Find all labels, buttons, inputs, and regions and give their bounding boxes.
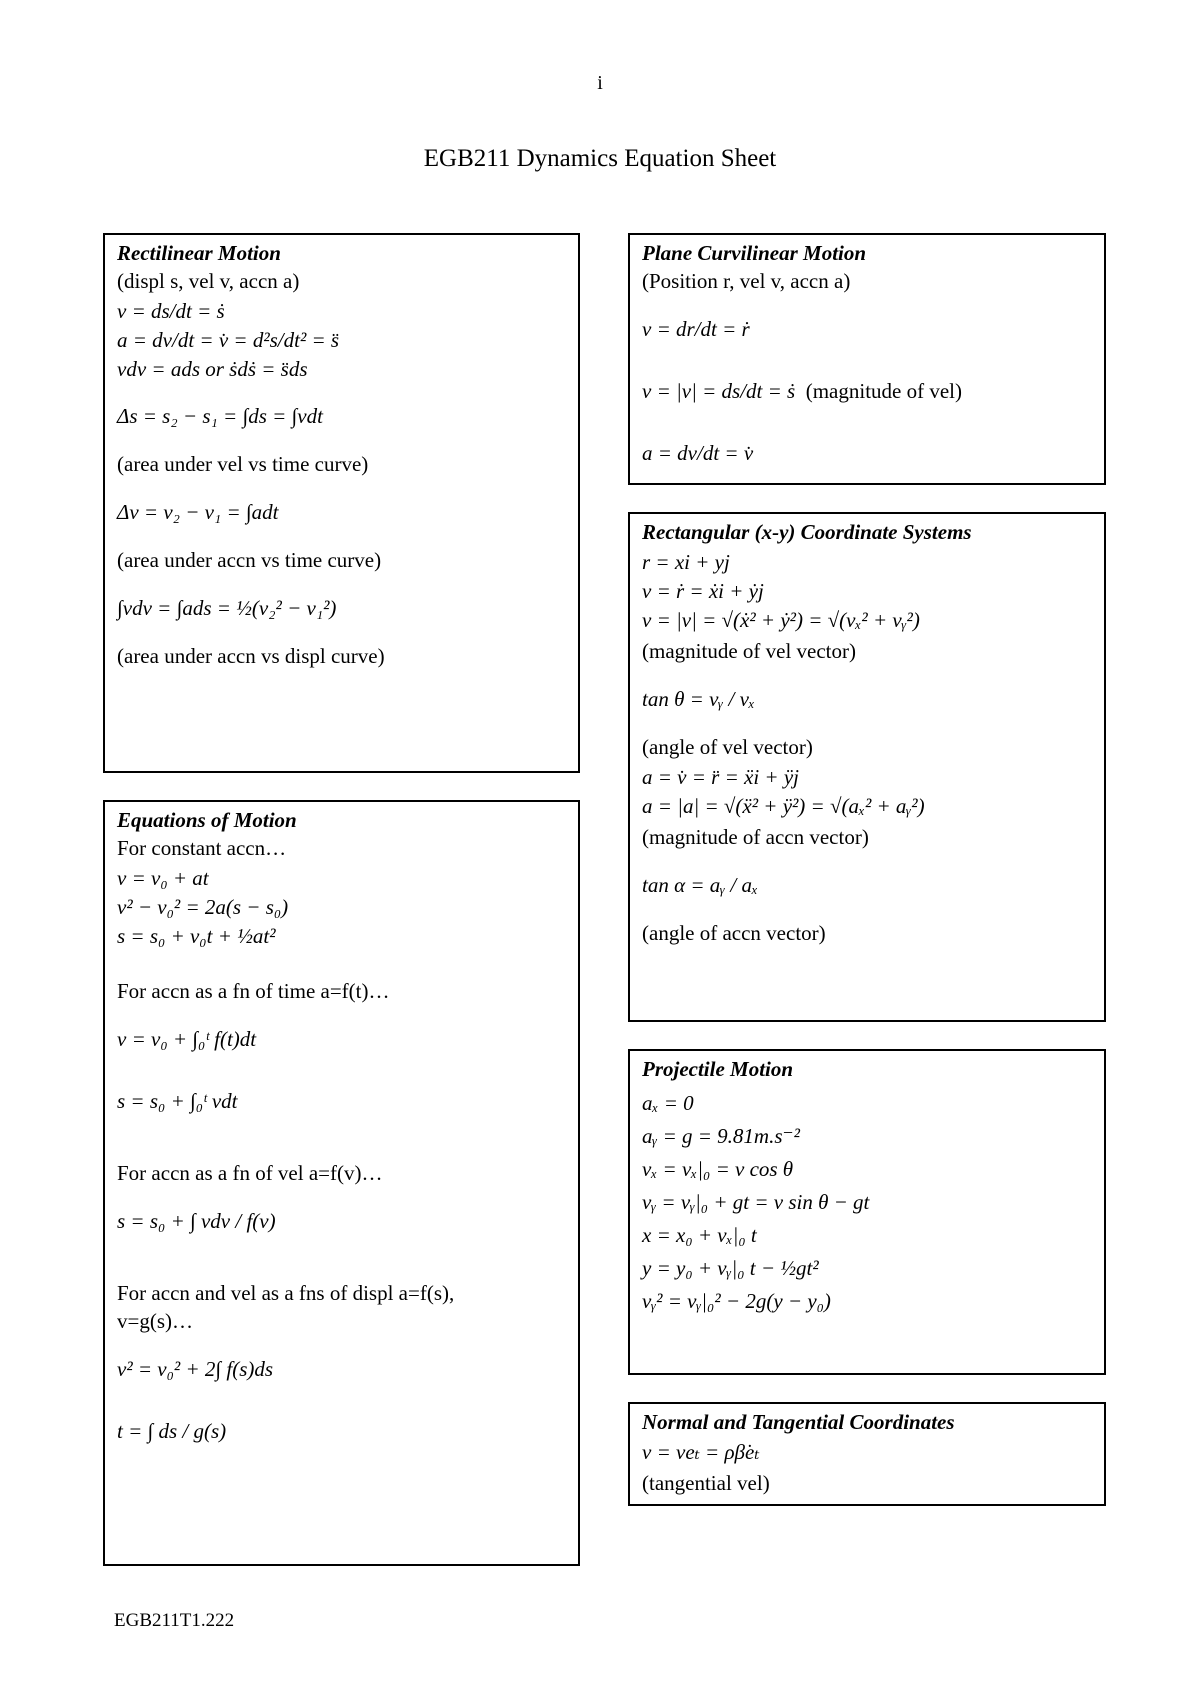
projectile-eq-vy-squared: vᵧ² = vᵧ|₀² − 2g(y − y₀): [642, 1289, 831, 1313]
rectangular-note-vel-angle: (angle of vel vector): [642, 735, 813, 759]
rectangular-eq-vel-angle: tan θ = vᵧ / vₓ: [642, 687, 755, 711]
rectangular-eq-speed: v = |v| = √(ẋ² + ẏ²) = √(vₓ² + vᵧ²): [642, 608, 920, 632]
eom-disp-intro-line1: For accn and vel as a fns of displ a=f(s),: [117, 1281, 455, 1305]
rectilinear-eq-delta-v: Δv = v₂ − v₁ = ∫adt: [117, 500, 279, 524]
rectilinear-eq-vdv: vdv = ads or ṡdṡ = s̈ds: [117, 357, 308, 381]
rectilinear-note-accn-time: (area under accn vs time curve): [117, 548, 382, 572]
curvilinear-eq-acceleration: a = dv/dt = v̇: [642, 441, 754, 465]
curvilinear-eq-speed-expr: v = |v| = ds/dt = ṡ: [642, 379, 796, 403]
eom-vel-intro: For accn as a fn of vel a=f(v)…: [117, 1161, 383, 1185]
equations-of-motion-box: [103, 800, 580, 1566]
eom-constant-intro: For constant accn…: [117, 836, 287, 860]
eom-eq-velocity-squared: v² − v₀² = 2a(s − s₀): [117, 895, 289, 919]
rectangular-heading: Rectangular (x-y) Coordinate Systems: [642, 520, 972, 544]
rectangular-note-accn-magnitude: (magnitude of accn vector): [642, 825, 869, 849]
rectilinear-eq-displacement: Δs = s₂ − s₁ = ∫ds = ∫vdt: [117, 404, 323, 428]
curvilinear-subtitle: (Position r, vel v, accn a): [642, 269, 851, 293]
eom-eq-disp-velocity: v² = v₀² + 2∫ f(s)ds: [117, 1357, 274, 1381]
rectangular-note-accn-angle: (angle of accn vector): [642, 921, 826, 945]
rectilinear-eq-acceleration: a = dv/dt = v̇ = d²s/dt² = s̈: [117, 328, 340, 352]
rectangular-eq-accn-angle: tan α = aᵧ / aₓ: [642, 873, 758, 897]
page-title: EGB211 Dynamics Equation Sheet: [423, 145, 777, 172]
footer-code: EGB211T1.222: [114, 1610, 235, 1631]
normal-tangential-eq-velocity: v = veₜ = ρβ̇eₜ: [642, 1440, 760, 1464]
projectile-eq-x: x = x₀ + vₓ|₀ t: [642, 1223, 757, 1247]
eom-eq-vel-displacement: s = s₀ + ∫ vdv / f(v): [117, 1209, 276, 1233]
projectile-heading: Projectile Motion: [642, 1057, 794, 1081]
projectile-eq-ay: aᵧ = g = 9.81m.s⁻²: [642, 1124, 800, 1148]
rectilinear-eq-velocity: v = ds/dt = ṡ: [117, 299, 225, 323]
curvilinear-heading: Plane Curvilinear Motion: [642, 241, 867, 265]
normal-tangential-note: (tangential vel): [642, 1471, 770, 1495]
eom-heading: Equations of Motion: [117, 808, 297, 832]
rectilinear-motion-box: [103, 233, 580, 773]
rectangular-note-vel-magnitude: (magnitude of vel vector): [642, 639, 856, 663]
page-number: i: [597, 72, 603, 94]
projectile-eq-ax: aₓ = 0: [642, 1091, 694, 1115]
normal-tangential-heading: Normal and Tangential Coordinates: [642, 1410, 955, 1434]
eom-eq-velocity: v = v₀ + at: [117, 866, 209, 890]
projectile-eq-vx: vₓ = vₓ|₀ = v cos θ: [642, 1157, 794, 1181]
eom-disp-intro-line2: v=g(s)…: [117, 1309, 194, 1333]
rectangular-eq-acceleration: a = v̇ = r̈ = ẍi + ÿj: [642, 765, 799, 789]
eom-eq-disp-time: t = ∫ ds / g(s): [117, 1419, 227, 1443]
rectilinear-note-accn-displ: (area under accn vs displ curve): [117, 644, 385, 668]
eom-eq-time-displacement: s = s₀ + ∫₀ᵗ vdt: [117, 1089, 238, 1113]
curvilinear-eq-velocity: v = dr/dt = ṙ: [642, 317, 750, 341]
rectangular-eq-velocity: v = ṙ = ẋi + ẏj: [642, 579, 764, 603]
rectilinear-heading: Rectilinear Motion: [117, 241, 281, 265]
rectilinear-eq-work: ∫vdv = ∫ads = ½(v₂² − v₁²): [117, 596, 337, 620]
curvilinear-eq-speed-note: (magnitude of vel): [805, 379, 962, 403]
eom-eq-displacement: s = s₀ + v₀t + ½at²: [117, 924, 276, 948]
projectile-eq-vy: vᵧ = vᵧ|₀ + gt = v sin θ − gt: [642, 1190, 870, 1214]
rectangular-eq-accn-magnitude: a = |a| = √(ẍ² + ÿ²) = √(aₓ² + aᵧ²): [642, 794, 925, 818]
eom-time-intro: For accn as a fn of time a=f(t)…: [117, 979, 390, 1003]
projectile-motion-box: [628, 1049, 1106, 1375]
plane-curvilinear-box: [628, 233, 1106, 485]
normal-tangential-box: [628, 1402, 1106, 1506]
curvilinear-eq-speed: [642, 363, 1094, 419]
rectilinear-subtitle: (displ s, vel v, accn a): [117, 269, 300, 293]
rectilinear-note-vel-time: (area under vel vs time curve): [117, 452, 369, 476]
projectile-eq-y: y = y₀ + vᵧ|₀ t − ½gt²: [642, 1256, 819, 1280]
eom-eq-time-velocity: v = v₀ + ∫₀ᵗ f(t)dt: [117, 1027, 257, 1051]
rectangular-eq-position: r = xi + yj: [642, 550, 730, 574]
rectangular-coordinates-box: [628, 512, 1106, 1022]
